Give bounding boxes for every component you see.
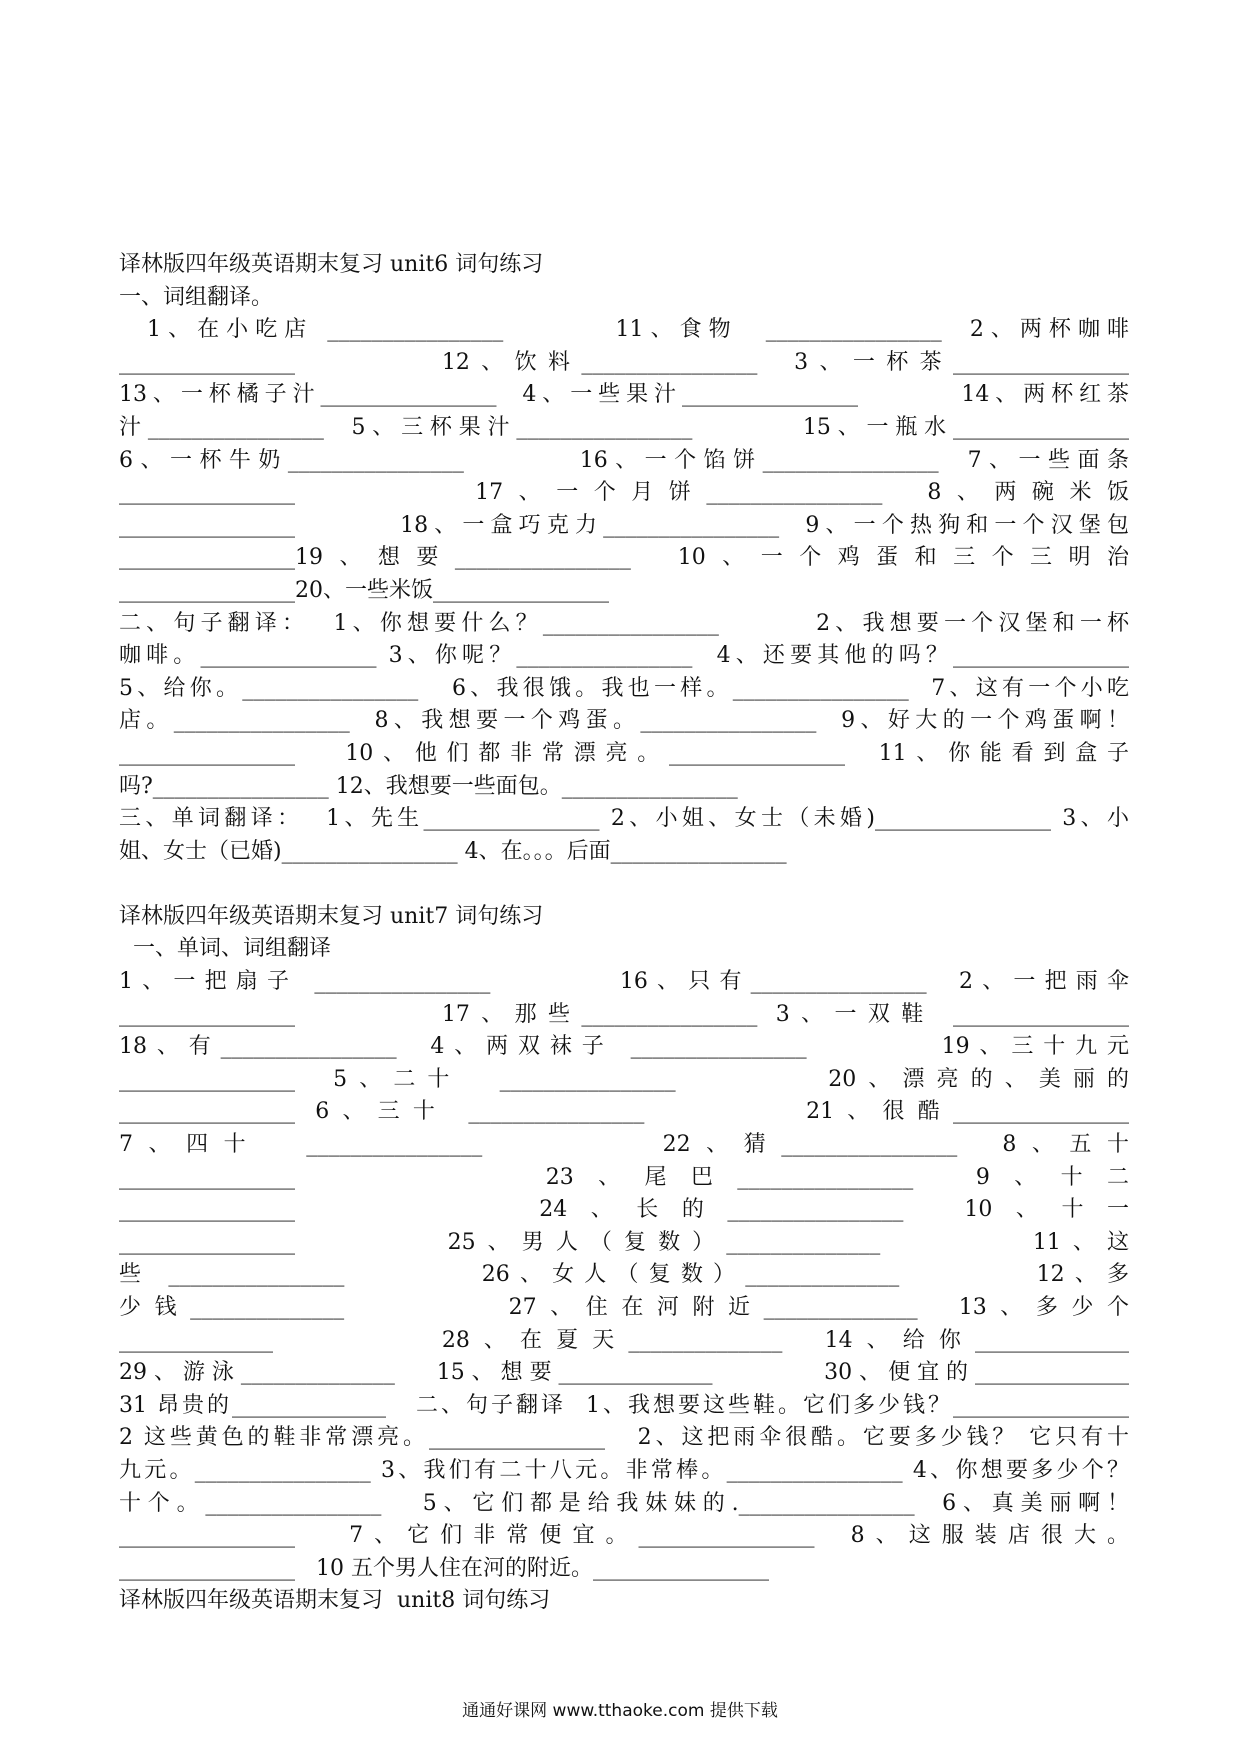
text-line: ________________ 18、一盒巧克力________________ 9、一个热狗和一个汉堡包 — [119, 512, 1129, 538]
text-line: 二、句子翻译： 1、你想要什么？________________ 2、我想要一个汉堡和一杯 — [119, 610, 1129, 636]
text-line: ________________ 6、三十 ________________ 21、很酷________________ — [119, 1099, 1129, 1125]
text-line: ________________ 24、长的________________ 10、十一 — [119, 1197, 1129, 1223]
text-line: 1、在小吃店 ________________ 11、食物 ________________ 2、两杯咖啡 — [119, 317, 1129, 343]
document-body — [119, 249, 1129, 1618]
text-line: 一、词组翻译。 — [119, 284, 274, 310]
text-line: ________________ 10 五个男人住在河的附近。________________ — [119, 1555, 769, 1581]
text-line: ________________ 25、男人（复数）______________ 11、这 — [119, 1229, 1129, 1255]
text-line: ________________ 23、尾巴________________ 9、十二 — [119, 1164, 1129, 1190]
text-line: 些 ________________ 26、女人（复数）______________ 12、多 — [119, 1262, 1129, 1288]
text-line: 一、单词、词组翻译 — [119, 936, 331, 962]
text-line: 2 这些黄色的鞋非常漂亮。________________ 2、这把雨伞很酷。它要多少钱？ 它只有十 — [119, 1425, 1129, 1451]
text-line: 18、有________________ 4、两双袜子 ________________ 19、三十九元 — [119, 1034, 1129, 1060]
text-line: ________________19、想要________________ 10、一个鸡蛋和三个三明治 — [119, 545, 1129, 571]
text-line: 九元。________________ 3、我们有二十八元。非常棒。________________ 4、你想要多少个？ — [119, 1457, 1129, 1483]
text-line: 吗?________________ 12、我想要一些面包。________________ — [119, 773, 738, 799]
blank-line — [119, 868, 1129, 901]
text-line: ________________ 5、二十 ________________ 20、漂亮的、美丽的 — [119, 1066, 1129, 1092]
text-line: ________________ 12、饮料________________ 3、一杯茶________________ — [119, 349, 1129, 375]
text-line: 29、游泳______________ 15、想要______________ 30、便宜的______________ — [119, 1360, 1129, 1386]
text-line: 三、单词翻译： 1、先生________________ 2、小姐、女士（未婚)________________ 3、小 — [119, 806, 1129, 832]
text-line: 译林版四年级英语期末复习 unit7 词句练习 — [119, 903, 544, 929]
text-line: 咖啡。________________ 3、你呢？________________ 4、还要其他的吗？________________ — [119, 643, 1129, 669]
text-line: 汁________________ 5、三杯果汁________________ 15、一瓶水________________ — [119, 414, 1129, 440]
text-line: 姐、女士（已婚)________________ 4、在。。。后面________________ — [119, 838, 787, 864]
text-line: 少钱______________ 27、住在河附近______________ 13、多少个 — [119, 1295, 1129, 1320]
text-line: 译林版四年级英语期末复习 unit6 词句练习 — [119, 252, 544, 277]
text-line: ________________ 10、他们都非常漂亮。________________ 11、你能看到盒子 — [119, 740, 1129, 766]
text-line: ________________ 17、一个月饼________________ 8、两碗米饭 — [119, 480, 1129, 506]
text-line: 31 昂贵的______________ 二、句子翻译 1、我想要这些鞋。它们多少钱？________________ — [119, 1392, 1129, 1418]
page-footer: 通通好课网 www.tthaoke.com 提供下载 — [462, 1701, 778, 1721]
text-line: 13、一杯橘子汁________________ 4、一些果汁________________ 14、两杯红茶 — [119, 382, 1129, 408]
text-line: 6、一杯牛奶________________ 16、一个馅饼________________ 7、一些面条 — [119, 447, 1129, 473]
text-line: 十个。________________ 5、它们都是给我妹妹的.________________ 6、真美丽啊！ — [119, 1490, 1129, 1516]
text-line: ________________ 17、那些________________ 3、一双鞋 ________________ — [119, 1001, 1129, 1027]
text-line: ________________ 7、它们非常便宜。________________ 8、这服装店很大。 — [119, 1523, 1129, 1549]
text-line: 1、一把扇子 ________________ 16、只有________________ 2、一把雨伞 — [119, 969, 1129, 995]
text-line: 店。________________ 8、我想要一个鸡蛋。________________ 9、好大的一个鸡蛋啊！ — [119, 708, 1129, 734]
text-line: ________________20、一些米饭________________ — [119, 577, 609, 603]
text-line: 5、给你。________________ 6、我很饿。我也一样。________________ 7、这有一个小吃 — [119, 675, 1129, 701]
text-line: 译林版四年级英语期末复习 unit8 词句练习 — [119, 1588, 551, 1614]
text-line: 7、四十 ________________ 22、猜________________ 8、五十 — [119, 1132, 1129, 1158]
text-line: ______________ 28、在夏天______________ 14、给你______________ — [119, 1327, 1129, 1353]
